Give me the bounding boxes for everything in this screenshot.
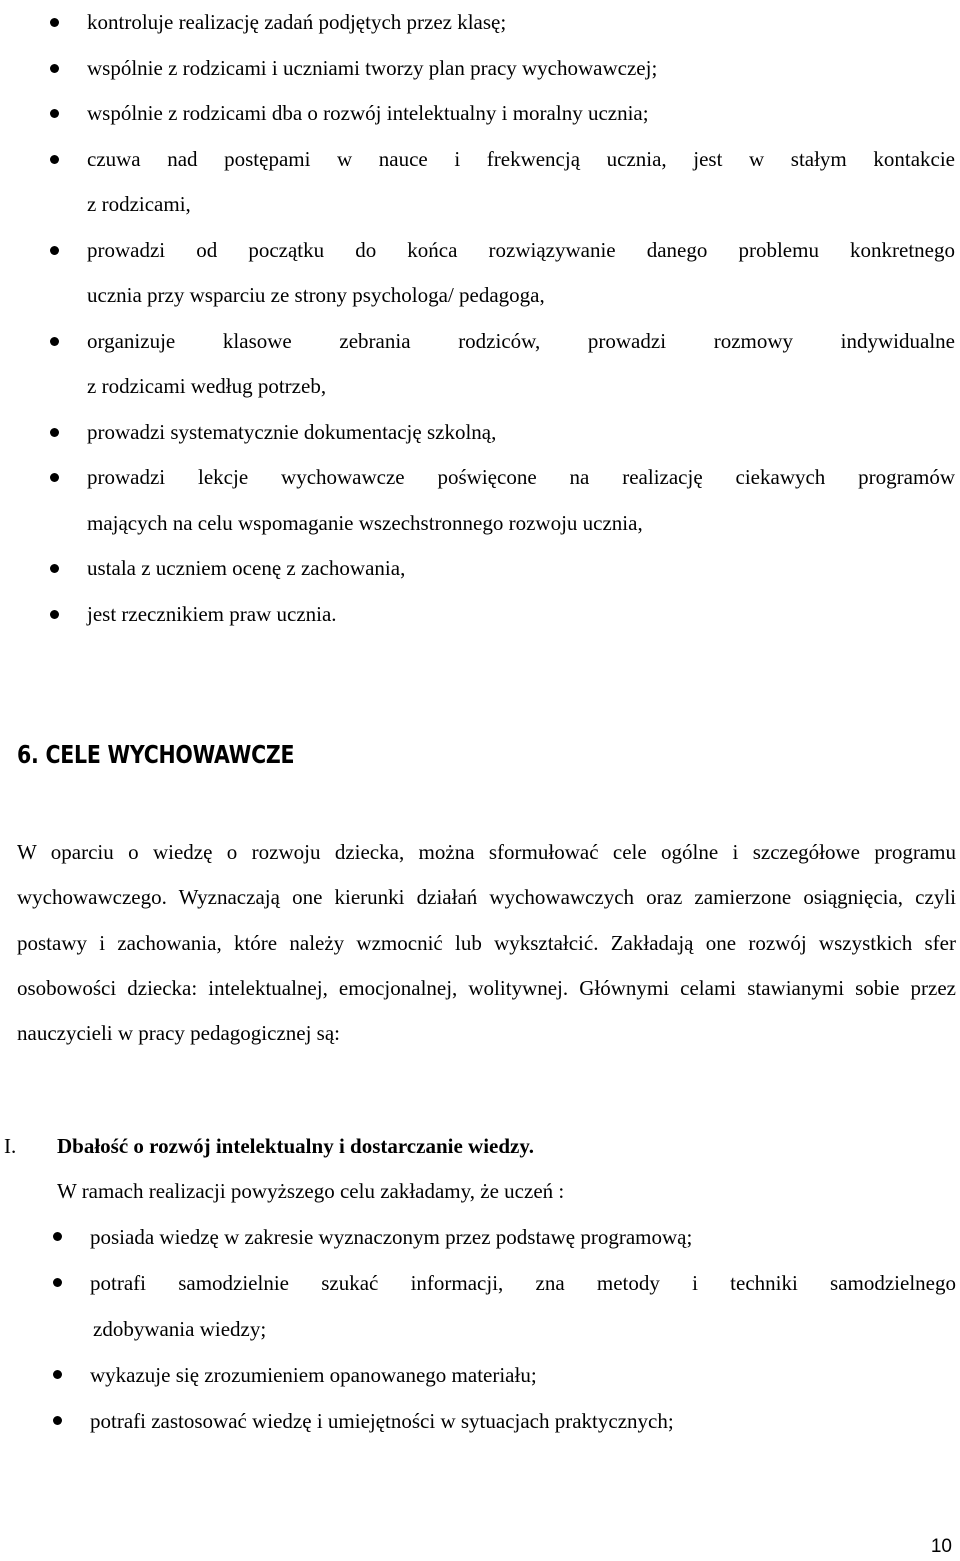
duties-list <box>0 0 960 637</box>
list-item-text: ustala z uczniem ocenę z zachowania, <box>87 556 406 580</box>
goal-intro: W ramach realizacji powyższego celu zakładamy, że uczeń : <box>57 1179 565 1203</box>
bullet-icon <box>50 246 59 255</box>
list-item-text: organizuje klasowe zebrania rodziców, prowadzi rozmowy indywidualne <box>87 328 955 353</box>
bullet-icon <box>50 564 59 573</box>
list-item-text: potrafi samodzielnie szukać informacji, zna metody i techniki samodzielnego <box>90 1271 956 1295</box>
list-item-text: wspólnie z rodzicami i uczniami tworzy plan pracy wychowawczej; <box>87 55 658 80</box>
bullet-icon <box>50 337 59 346</box>
page-number: 10 <box>930 1536 952 1557</box>
list-item-text-continued: zdobywania wiedzy; <box>93 1317 267 1341</box>
section-heading: 6. CELE WYCHOWAWCZE <box>17 740 295 769</box>
bullet-icon <box>50 473 59 482</box>
list-item <box>0 0 960 46</box>
list-item <box>0 455 960 546</box>
bullet-icon <box>53 1232 62 1241</box>
section-paragraph: W oparciu o wiedzę o rozwoju dziecka, można sformułować cele ogólne i szczegółowe programu wychowawczego. Wyznaczają one kierunki działań wychowawczych oraz zamierzone osiągnięcia, czyli postawy i zachowania, które należy wzmocnić lub wykształcić. Zakładają one rozwój wszystkich sfer osobowości dziecka: intelektualnej, emocjonalnej, wolitywnej. Głównymi celami stawianymi sobie przez nauczycieli w pracy pedagogicznej są: <box>17 840 956 1046</box>
list-item-text: prowadzi lekcje wychowawcze poświęcone na realizację ciekawych programów <box>87 465 955 489</box>
bullet-icon <box>50 610 59 619</box>
list-item-text: potrafi zastosować wiedzę i umiejętności w sytuacjach praktycznych; <box>90 1409 674 1433</box>
list-item <box>0 319 960 410</box>
list-item <box>0 410 960 456</box>
bullet-icon <box>50 109 59 118</box>
list-item-text-continued: z rodzicami, <box>87 192 191 216</box>
list-item <box>0 546 960 592</box>
goal-number: I. <box>4 1134 17 1158</box>
list-item-text: wspólnie z rodzicami dba o rozwój intelektualny i moralny ucznia; <box>87 101 649 125</box>
bullet-icon <box>50 18 59 27</box>
list-item-text-continued: mających na celu wspomaganie wszechstronnego rozwoju ucznia, <box>87 510 643 535</box>
list-item <box>0 91 960 137</box>
list-item-text-continued: z rodzicami według potrzeb, <box>87 374 327 398</box>
list-item-text: prowadzi systematycznie dokumentację szkolną, <box>87 419 497 444</box>
list-item-text: czuwa nad postępami w nauce i frekwencją ucznia, jest w stałym kontakcie <box>87 146 955 171</box>
list-item-text: wykazuje się zrozumieniem opanowanego materiału; <box>90 1363 537 1387</box>
goal-title: Dbałość o rozwój intelektualny i dostarczanie wiedzy. <box>57 1134 534 1158</box>
list-item-text: jest rzecznikiem praw ucznia. <box>87 601 337 626</box>
list-item <box>0 1398 960 1444</box>
list-item-text-continued: ucznia przy wsparciu ze strony psychologa/ pedagoga, <box>87 283 545 307</box>
list-item-text: prowadzi od początku do końca rozwiązywanie danego problemu konkretnego <box>87 237 955 262</box>
bullet-icon <box>53 1370 62 1379</box>
list-item <box>0 1352 960 1398</box>
list-item <box>0 46 960 92</box>
bullet-icon <box>50 428 59 437</box>
bullet-icon <box>50 155 59 164</box>
list-item-text: posiada wiedzę w zakresie wyznaczonym przez podstawę programową; <box>90 1225 693 1249</box>
list-item <box>0 1214 960 1260</box>
list-item-text: kontroluje realizację zadań podjętych przez klasę; <box>87 10 507 34</box>
list-item <box>0 592 960 638</box>
goal-list <box>0 1214 960 1444</box>
list-item <box>0 1260 960 1352</box>
list-item <box>0 228 960 319</box>
bullet-icon <box>53 1416 62 1425</box>
list-item <box>0 137 960 228</box>
bullet-icon <box>53 1278 62 1287</box>
bullet-icon <box>50 64 59 73</box>
